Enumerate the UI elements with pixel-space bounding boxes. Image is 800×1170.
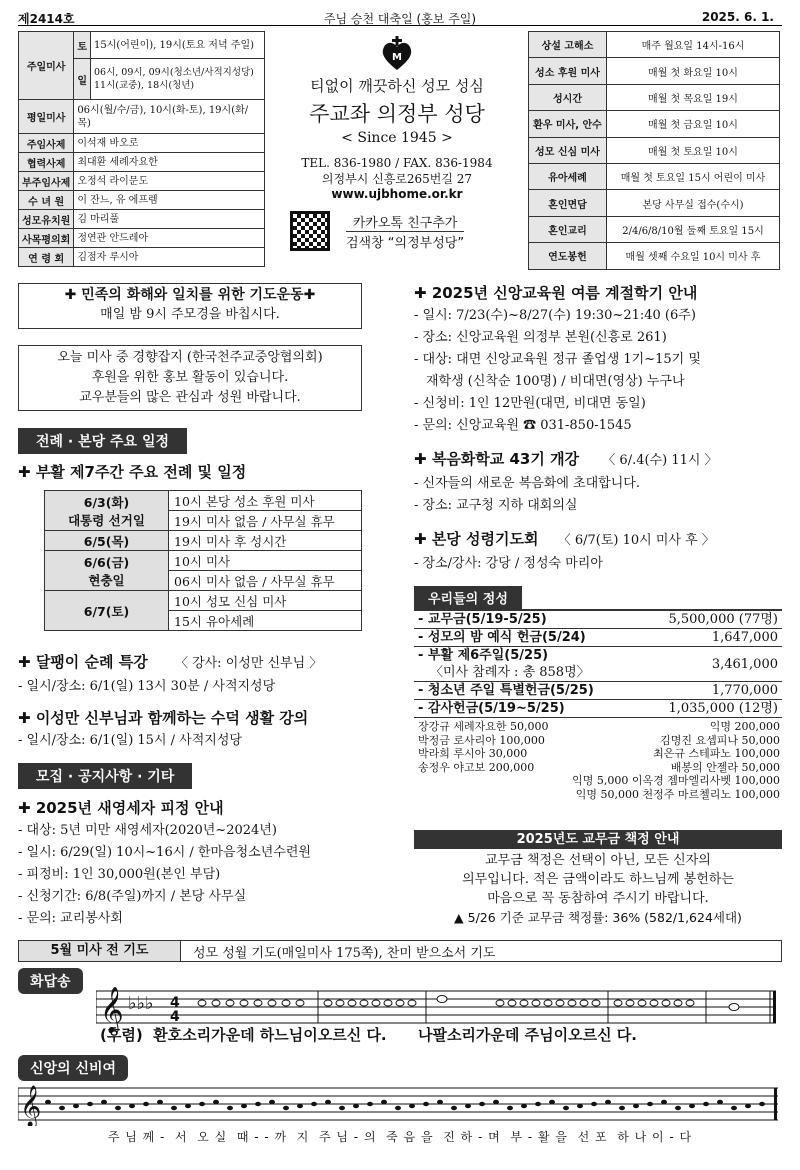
kinder-label: 성모유치원 [19,210,74,229]
music-note [544,1000,552,1006]
music-note [465,1104,471,1108]
music-note [324,1000,332,1006]
svg-text:𝄞: 𝄞 [100,987,124,1033]
faith-edu-line: - 장소: 신앙교육원 의정부 본원(신흥로 261) [414,330,667,345]
sacrament-time: 매월 첫 목요일 19시 [607,84,780,110]
music-note [592,1000,600,1006]
cross-icon: ✚ [18,463,31,481]
music-note [395,1106,401,1110]
tithe-head: 2025년도 교무금 책정 안내 [414,830,782,849]
sched-item: 10시 본당 성소 후원 미사 [169,491,362,511]
music-note [556,1000,564,1006]
sister-names: 이 잔느, 유 에프렘 [74,191,265,210]
notice-box [18,345,362,411]
music-note [614,1000,622,1006]
music-note [532,1000,540,1006]
kakao-add: 카카오톡 친구추가 [346,212,464,232]
music-note [675,1106,681,1110]
kinder-name: 김 마리풀 [74,210,265,229]
peace-sub: 매일 밤 9시 주모경을 바칩시다. [100,307,280,322]
parish-tagline: 티없이 깨끗하신 성모 성심 [310,77,484,95]
sacrament-time: 본당 사무실 접수(수시) [607,190,780,216]
monastic-title: 이성만 신부님과 함께하는 수덕 생활 강의 [35,709,309,727]
sacrament-label: 상설 고해소 [529,32,607,58]
saturday-times: 15시(어린이), 19시(토요 저녁 주일) [90,32,264,59]
sacrament-label: 환우 미사, 안수 [529,111,607,137]
sched-item: 10시 미사 [169,551,362,571]
music-note [686,1000,694,1006]
faith-edu-line: - 일시: 7/23(수)~8/27(수) 19:30~21:40 (6주) [414,308,696,323]
music-note [348,1000,356,1006]
music-note [396,1000,404,1006]
spirit-when: 〈 6/7(토) 10시 미사 후 〉 [557,533,715,548]
music-note [254,1000,262,1006]
tithe-line: 마음으로 꼭 동참하여 주시기 바랍니다. [487,891,709,906]
sched-item: 19시 미사 없음 / 사무실 휴무 [169,511,362,531]
parish-name: 주교좌 의정부 성당 [309,102,485,126]
music-note [269,1100,275,1104]
offering-row: - 청소년 주일 특별헌금(5/25) 1,770,000 [414,682,782,700]
offering-row: - 감사헌금(5/19~5/25) 1,035,000 (12명) [414,700,782,718]
sacrament-time: 매월 첫 화요일 10시 [607,58,780,84]
sacrament-row [529,111,780,137]
sacrament-row [529,32,780,58]
sunday-title: 주님 승천 대축일 (홍보 주일) [323,12,477,26]
sched-item: 06시 미사 없음 / 사무실 휴무 [169,571,362,591]
music-note [73,1104,79,1108]
mystery-staff [18,1082,782,1126]
donor-row: 송정우 야고보 200,000 배봉의 안젤라 50,000 [418,760,780,774]
donor-row: 익명 5,000 이옥경 젬마엘리사벳 100,000 [572,774,780,788]
neophyte-line: - 신청기간: 6/8(주일)까지 / 본당 사무실 [18,889,247,904]
music-note [372,1000,380,1006]
notice-line2: 후원을 위한 홍보 활동이 있습니다. [91,370,289,385]
sacraments-table [528,31,780,270]
sched-item: 10시 성모 신심 미사 [169,591,362,611]
notice-line3: 교우분들의 많은 관심과 성원 바랍니다. [79,390,301,405]
cross-icon: ✚ [414,530,427,548]
sister-label: 수 녀 원 [19,191,74,210]
music-note [408,1000,416,1006]
mass-times-table [18,31,265,267]
music-note [577,1104,583,1108]
donor-row: 익명 50,000 천정주 마르첼리노 100,000 [575,787,780,801]
sched-date: 6/3(화) 대통령 선거일 [45,491,169,531]
sunday-mass-label: 주일미사 [19,32,74,100]
gospel-school-line: - 신자들의 새로운 복음화에 초대합니다. [414,476,640,491]
sacrament-label: 성시간 [529,84,607,110]
donor-row: 박정금 로사리아 100,000 김명진 요셉피나 50,000 [418,733,780,747]
sacrament-time: 매월 첫 금요일 10시 [607,111,780,137]
sacrament-time: 2/4/6/8/10월 둘째 토요일 15시 [607,216,780,242]
music-note [493,1100,499,1104]
music-note [212,1000,220,1006]
sacred-heart-logo-icon [378,35,416,73]
monastic-detail: - 일시/장소: 6/1(일) 15시 / 사적지성당 [18,733,242,748]
sacrament-label: 성소 후원 미사 [529,58,607,84]
svg-text:4: 4 [170,995,180,1011]
sched-item: 15시 유아세례 [169,611,362,631]
offer-section-head: 우리들의 정성 [414,586,522,609]
sacrament-label: 혼인교리 [529,216,607,242]
mystery-label: 신앙의 신비여 [18,1055,128,1081]
kakao-search: 검색창 “의정부성당” [346,235,465,251]
music-note [325,1100,331,1104]
music-note [580,1000,588,1006]
week-schedule-table [44,490,362,631]
music-note [353,1104,359,1108]
saturday-label: 토 [74,32,91,59]
sacrament-row [529,84,780,110]
svg-text:𝄞: 𝄞 [20,1086,42,1126]
music-note [745,1104,751,1108]
svg-text:4: 4 [170,1009,180,1025]
may-prayer-text: 성모 성월 기도(매일미사 175쪽), 찬미 받으소서 기도 [193,945,496,961]
music-note [311,1102,317,1106]
music-note [171,1106,177,1110]
music-note [563,1106,569,1110]
gospel-school-line: - 장소: 교구청 지하 대회의실 [414,498,578,513]
neophyte-line: - 피정비: 1인 30,000원(본인 부담) [18,867,221,882]
music-note [381,1100,387,1104]
sacrament-time: 매월 셋째 수요일 10시 미사 후 [607,243,780,269]
offering-row: - 성모의 밤 예식 헌금(5/24) 1,647,000 [414,629,782,647]
vicar-label: 부주임사제 [19,172,74,191]
offering-row: - 부활 제6주일(5/25) 〈미사 참례자 : 총 858명〉 3,461,000 [414,647,782,682]
cross-icon: ✚ [414,450,427,468]
cross-icon: ✚ [18,709,31,727]
sacrament-label: 성모 신심 미사 [529,137,607,163]
issue-date: 2025. 6. 1. [701,10,774,24]
tithe-line: 의무입니다. 적은 금액이라도 하느님께 봉헌하는 [462,872,734,887]
parish-since: < Since 1945 > [341,130,453,146]
music-note [605,1100,611,1104]
sacrament-time: 매월 첫 토요일 10시 [607,137,780,163]
parish-address: 의정부시 신흥로265번길 27 [321,172,473,186]
music-note [508,1000,516,1006]
gospel-school-title: 복음화학교 43기 개강 [431,450,580,468]
sacrament-row [529,190,780,216]
sunday-times: 06시, 09시, 09시(청소년/사적지성당) 11시(교중), 18시(청년) [90,59,264,100]
music-note [703,1102,709,1106]
music-note [213,1100,219,1104]
music-note [619,1106,625,1110]
faith-edu-line: - 신청비: 1인 12만원(대면, 비대면 동일) [414,396,646,411]
music-note [115,1106,121,1110]
sacrament-time: 매월 첫 토요일 15시 어린이 미사 [607,163,780,189]
sacrament-row [529,137,780,163]
sacrament-row [529,163,780,189]
music-note [59,1106,65,1110]
music-note [129,1104,135,1108]
cross-icon: ✚ [414,284,427,302]
music-note [521,1104,527,1108]
music-note [437,1100,443,1104]
sacrament-label: 연도봉헌 [529,243,607,269]
music-note [647,1102,653,1106]
music-note [283,1106,289,1110]
sched-date: 6/5(목) [45,531,169,551]
donor-list [414,718,782,802]
weekday-times: 06시(월/수/금), 10시(화-토), 19시(화/목) [74,100,265,134]
mystery-lyric: 주 님 께 - 서 오 실 때 - - 까 지 주 님 - 의 죽 음 을 진 하 - 며 부 - 활 을 선 포 하 나 이 - 다 [107,1130,693,1144]
may-prayer-label: 5월 미사 전 기도 [19,941,181,961]
faith-edu-line: 재학생 (신착순 100명) / 비대면(영상) 누구나 [426,374,685,389]
music-note [360,1000,368,1006]
music-note [87,1102,93,1106]
music-note [336,1000,344,1006]
moon-lecturer: 〈 강사: 이성만 신부님 〉 [174,656,323,671]
sacrament-label: 유아세례 [529,163,607,189]
music-note [339,1106,345,1110]
response-lyric: (후렴) 환호소리가운데 하느님이오르신 다. 나팔소리가운데 주님이오르신 다. [100,1026,637,1044]
music-note [520,1000,528,1006]
response-label: 화답송 [18,968,83,994]
music-note [674,1000,682,1006]
qr-code-icon [290,211,330,251]
music-note [45,1100,51,1104]
pastor-label: 주임사제 [19,134,74,153]
donor-row: 박라희 루시아 30,000 최은규 스테파노 100,000 [418,747,780,761]
music-note [626,1000,634,1006]
music-note [367,1102,373,1106]
music-note [227,1106,233,1110]
music-note [451,1106,457,1110]
music-note [241,1104,247,1108]
music-note [437,996,447,1003]
spirit-line: - 장소/강사: 강당 / 정성숙 마리아 [414,556,603,571]
music-note [226,1000,234,1006]
parish-header [268,31,526,271]
tithe-rate: ▲ 5/26 기준 교무금 책정률: 36% (582/1,624세대) [454,910,742,925]
neophyte-title: 2025년 새영세자 피정 안내 [35,799,224,817]
parish-tel: TEL. 836-1980 / FAX. 836-1984 [301,156,493,170]
svg-text:M: M [392,52,402,63]
music-note [717,1100,723,1104]
music-note [496,1000,504,1006]
sacrament-row [529,58,780,84]
music-note [638,1000,646,1006]
neophyte-line: - 문의: 교리봉사회 [18,911,123,926]
music-note [157,1100,163,1104]
faith-edu-line: - 문의: 신앙교육원 ☎ 031-850-1545 [414,418,632,433]
moon-title: 달팽이 순례 특강 [35,653,148,671]
music-note [199,1102,205,1106]
pastor-name: 이석재 바오로 [74,134,265,153]
notice-line1: 오늘 미사 중 경향잡지 (한국천주교중앙협의회) [57,350,323,365]
sched-date: 6/6(금) 현충일 [45,551,169,591]
music-note [240,1000,248,1006]
cross-icon: ✚ [18,653,31,671]
recruit-section-head: 모집 · 공지사항 · 기타 [18,763,192,789]
assoc-label: 협력사제 [19,153,74,172]
music-note [549,1100,555,1104]
sacrament-label: 혼인면담 [529,190,607,216]
music-note [689,1104,695,1108]
assoc-name: 최대환 세례자요한 [74,153,265,172]
top-bar [18,8,782,26]
week-title: 부활 제7주간 주요 전례 및 일정 [35,463,247,481]
sacrament-time: 매주 월요일 14시-16시 [607,32,780,58]
gospel-school-when: 〈 6/.4(수) 11시 〉 [602,453,718,468]
sunday-label: 일 [74,59,91,100]
offering-row: - 교무금(5/19-5/25) 5,500,000 (77명) [414,611,782,629]
faith-edu-title: 2025년 신앙교육원 여름 계절학기 안내 [431,284,698,302]
cross-icon: ✚ [18,799,31,817]
neophyte-line: - 일시: 6/29(일) 10시~16시 / 한마음청소년수련원 [18,845,311,860]
music-note [479,1102,485,1106]
music-note [661,1100,667,1104]
peace-title: ✚ 민족의 화해와 일치를 위한 기도운동✚ [64,287,316,303]
spirit-title: 본당 성령기도회 [431,530,539,548]
music-note [185,1104,191,1108]
svg-text:♭♭♭: ♭♭♭ [128,993,154,1014]
music-note [297,1104,303,1108]
vicar-name: 오정석 라이문도 [74,172,265,191]
tithe-box [414,830,782,928]
music-note [384,1000,392,1006]
music-note [296,1000,304,1006]
music-note [568,1000,576,1006]
music-note [662,1000,670,1006]
music-note [282,1000,290,1006]
pastoral-label: 사목평의회 [19,229,74,248]
may-prayer-bar [18,940,782,962]
liturgy-section-head: 전례 · 본당 주요 일정 [18,428,187,454]
faith-edu-line: - 대상: 대면 신앙교육원 정규 졸업생 1기~15기 및 [414,352,701,367]
issue-number: 제2414호 [18,12,75,26]
legion-label: 연 령 회 [19,248,74,267]
music-note [507,1106,513,1110]
sacrament-row [529,216,780,242]
neophyte-line: - 대상: 5년 미만 새영세자(2020년~2024년) [18,823,277,838]
weekday-mass-label: 평일미사 [19,100,74,134]
music-note [101,1100,107,1104]
legion-name: 김점자 루시아 [74,248,265,267]
sched-item: 19시 미사 후 성시간 [169,531,362,551]
offerings-list [414,609,782,718]
music-note [535,1102,541,1106]
music-note [143,1102,149,1106]
music-note [759,1102,765,1106]
parish-website[interactable]: www.ujbhome.or.kr [331,187,463,201]
music-note [423,1102,429,1106]
pastoral-name: 정연관 안드레아 [74,229,265,248]
sacrament-row [529,243,780,269]
donor-row: 장강규 세례자요한 50,000 익명 200,000 [418,720,780,733]
music-note [591,1102,597,1106]
music-note [409,1104,415,1108]
moon-detail: - 일시/장소: 6/1(일) 13시 30분 / 사적지성당 [18,679,276,694]
music-note [650,1000,658,1006]
music-note [198,1000,206,1006]
sched-date: 6/7(토) [45,591,169,631]
music-note [731,1106,737,1110]
music-note [633,1104,639,1108]
music-note [255,1102,261,1106]
tithe-line: 교무금 책정은 선택이 아닌, 모든 신자의 [485,853,711,868]
peace-prayer-box [18,283,362,329]
music-note [268,1000,276,1006]
music-note [729,1004,739,1011]
